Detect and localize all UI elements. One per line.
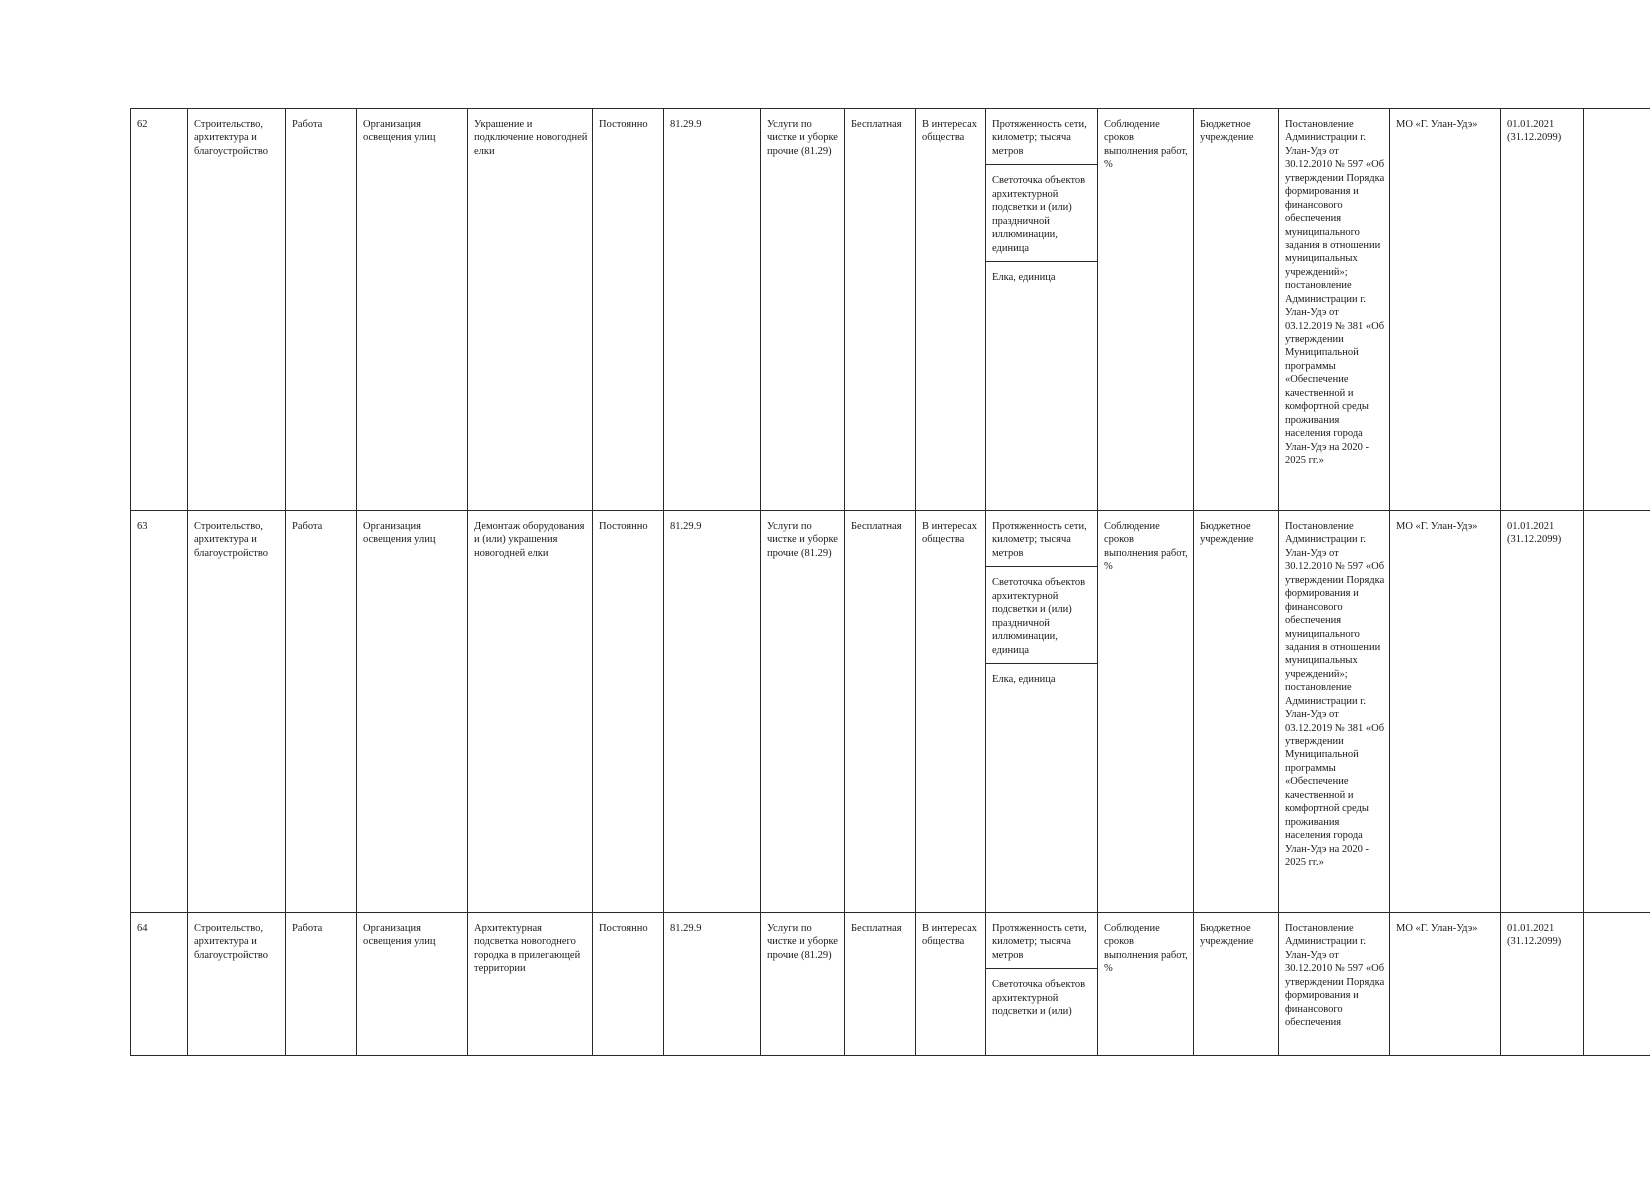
founder-cell: МО «Г. Улан-Удэ» <box>1390 109 1501 511</box>
institution-cell: Бюджетное учреждение <box>1194 109 1279 511</box>
sphere-cell: Строительство, архитектура и благоустройство <box>188 913 286 1056</box>
indicators-cell <box>986 109 1098 511</box>
okpd-cell: Услуги по чистке и уборке прочие (81.29) <box>761 109 845 511</box>
indicator-item: Протяженность сети, километр; тысяча метров <box>986 913 1097 969</box>
service-name-cell: Организация освещения улиц <box>357 511 468 913</box>
okpd-cell: Услуги по чистке и уборке прочие (81.29) <box>761 913 845 1056</box>
quality-cell: Соблюдение сроков выполнения работ, % <box>1098 511 1194 913</box>
quality-cell: Соблюдение сроков выполнения работ, % <box>1098 109 1194 511</box>
consumers-cell: В интересах общества <box>916 511 986 913</box>
kind-cell: Работа <box>286 109 357 511</box>
kind-cell: Работа <box>286 913 357 1056</box>
row-number: 64 <box>131 913 188 1056</box>
payment-cell: Бесплатная <box>845 109 916 511</box>
service-name-cell: Организация освещения улиц <box>357 109 468 511</box>
indicator-item: Светоточка объектов архитектурной подсветки и (или) <box>992 979 1086 1018</box>
indicators-cell <box>986 913 1098 1056</box>
service-name-cell: Организация освещения улиц <box>357 913 468 1056</box>
sphere-cell: Строительство, архитектура и благоустройство <box>188 109 286 511</box>
okved-cell: 81.29.9 <box>664 511 761 913</box>
row-number: 63 <box>131 511 188 913</box>
extra-cell <box>1584 511 1650 913</box>
table-row <box>131 511 1650 913</box>
consumers-cell: В интересах общества <box>916 109 986 511</box>
extra-cell <box>1584 109 1650 511</box>
dates-cell: 01.01.2021 (31.12.2099) <box>1501 913 1584 1056</box>
indicator-item: Протяженность сети, километр; тысяча метров <box>986 511 1097 567</box>
quality-cell: Соблюдение сроков выполнения работ, % <box>1098 913 1194 1056</box>
content-cell: Демонтаж оборудования и (или) украшения новогодней елки <box>468 511 593 913</box>
condition-cell: Постоянно <box>593 109 664 511</box>
legal-docs-cell: Постановление Администрации г. Улан-Удэ от 30.12.2010 № 597 «Об утверждении Порядка формирования и финансового обеспечения муниципального задания в отношении муниципальных учреждений»; постановление Администрации г. Улан-Удэ от 03.12.2019 № 381 «Об утверждении Муниципальной программы «Обеспечение качественной и комфортной среды проживания населения города Улан-Удэ на 2020 - 2025 гг.» <box>1279 511 1390 913</box>
founder-cell: МО «Г. Улан-Удэ» <box>1390 913 1501 1056</box>
row-number: 62 <box>131 109 188 511</box>
indicators-cell <box>986 511 1098 913</box>
indicator-item: Елка, единица <box>992 271 1056 283</box>
founder-cell: МО «Г. Улан-Удэ» <box>1390 511 1501 913</box>
content-cell: Архитектурная подсветка новогоднего городка в прилегающей территории <box>468 913 593 1056</box>
condition-cell: Постоянно <box>593 913 664 1056</box>
extra-cell <box>1584 913 1650 1056</box>
institution-cell: Бюджетное учреждение <box>1194 913 1279 1056</box>
okpd-cell: Услуги по чистке и уборке прочие (81.29) <box>761 511 845 913</box>
table-row <box>131 109 1650 511</box>
payment-cell: Бесплатная <box>845 511 916 913</box>
consumers-cell: В интересах общества <box>916 913 986 1056</box>
dates-cell: 01.01.2021 (31.12.2099) <box>1501 511 1584 913</box>
okved-cell: 81.29.9 <box>664 913 761 1056</box>
content-cell: Украшение и подключение новогодней елки <box>468 109 593 511</box>
indicator-item: Протяженность сети, километр; тысяча метров <box>986 109 1097 165</box>
institution-cell: Бюджетное учреждение <box>1194 511 1279 913</box>
indicator-item: Светоточка объектов архитектурной подсветки и (или) праздничной иллюминации, единица <box>986 165 1097 262</box>
legal-docs-cell: Постановление Администрации г. Улан-Удэ от 30.12.2010 № 597 «Об утверждении Порядка формирования и финансового обеспечения муниципального задания в отношении муниципальных учреждений»; постановление Администрации г. Улан-Удэ от 03.12.2019 № 381 «Об утверждении Муниципальной программы «Обеспечение качественной и комфортной среды проживания населения города Улан-Удэ на 2020 - 2025 гг.» <box>1279 109 1390 511</box>
kind-cell: Работа <box>286 511 357 913</box>
table-row <box>131 913 1650 1056</box>
registry-table <box>130 108 1650 1056</box>
legal-docs-cell: Постановление Администрации г. Улан-Удэ от 30.12.2010 № 597 «Об утверждении Порядка формирования и финансового обеспечения <box>1279 913 1390 1056</box>
okved-cell: 81.29.9 <box>664 109 761 511</box>
indicator-item: Елка, единица <box>992 673 1056 685</box>
condition-cell: Постоянно <box>593 511 664 913</box>
sphere-cell: Строительство, архитектура и благоустройство <box>188 511 286 913</box>
dates-cell: 01.01.2021 (31.12.2099) <box>1501 109 1584 511</box>
indicator-item: Светоточка объектов архитектурной подсветки и (или) праздничной иллюминации, единица <box>986 567 1097 664</box>
payment-cell: Бесплатная <box>845 913 916 1056</box>
